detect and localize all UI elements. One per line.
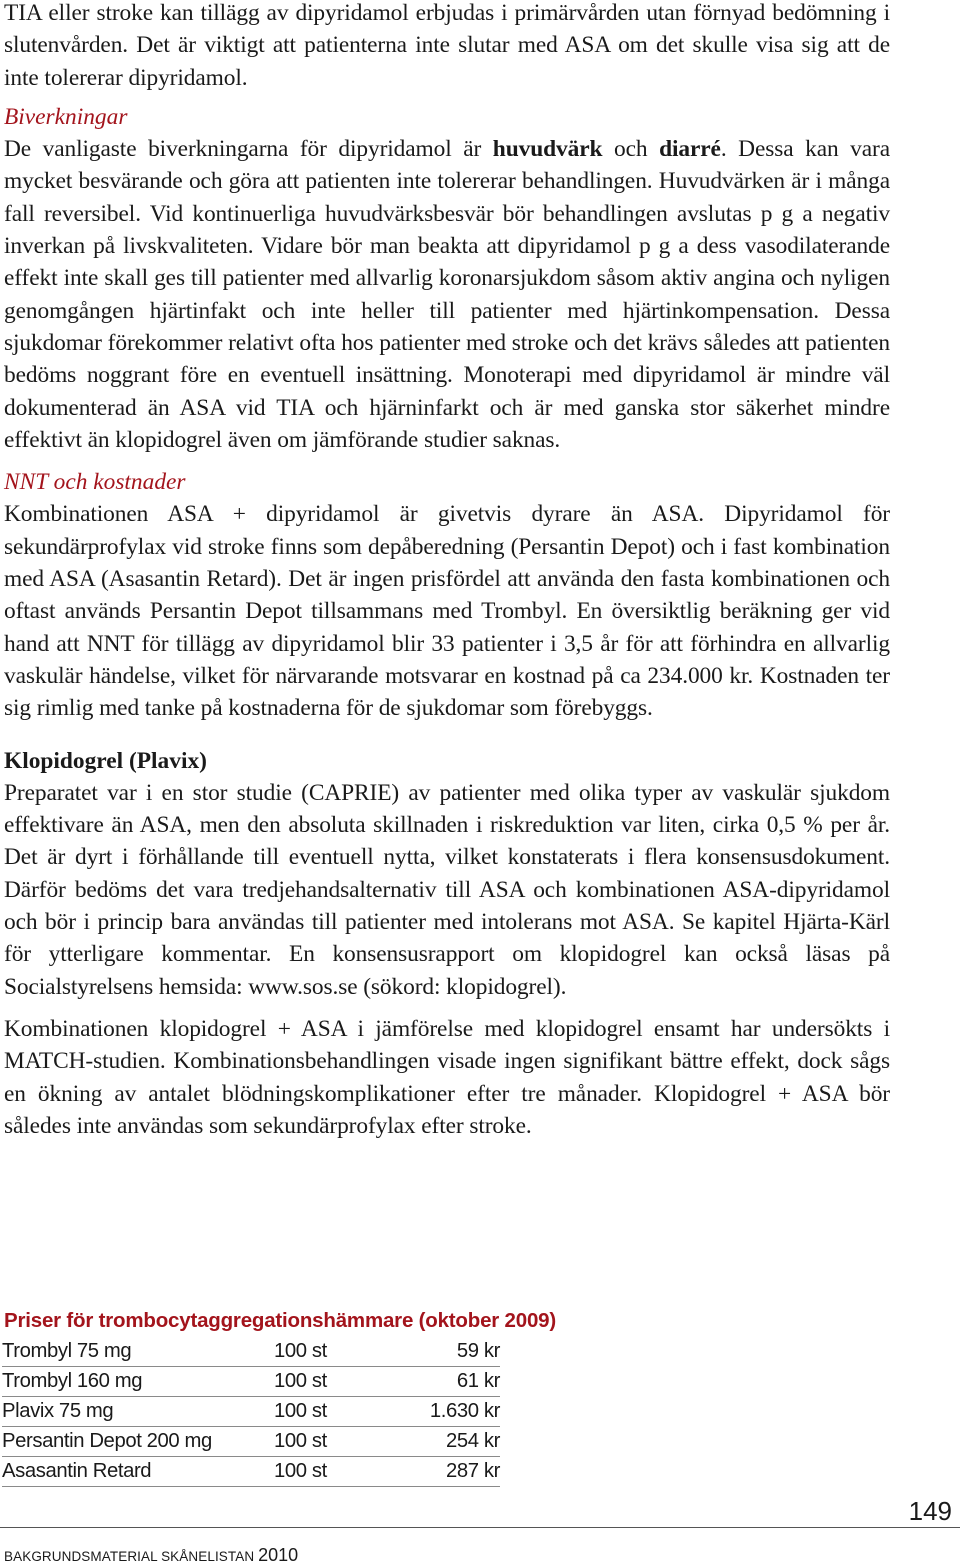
biverkningar-heading: Biverkningar <box>4 103 128 130</box>
drug-name: Persantin Depot 200 mg <box>2 1427 274 1457</box>
biverkningar-paragraph <box>4 133 890 456</box>
drug-quantity: 100 st <box>274 1337 346 1367</box>
nnt-paragraph: Kombinationen ASA + dipyridamol är givetvis dyrare än ASA. Dipyridamol för sekundärprofylax vid stroke finns som depåberedning (Persantin Depot) och i fast kombination med ASA (Asasantin Retard). Det är ingen prisfördel att använda den fasta kombinationen och oftast används Persantin Depot tillsammans med Trombyl. En översiktlig beräkning ger vid hand att NNT för tillägg av dipyridamol blir 33 patienter i 3,5 år för att förhindra en allvarlig vaskulär händelse, vilket för närvarande motsvarar en kostnad på ca 234.000 kr. Kostnaden ter sig rimlig med tanke på kostnaderna för de sjukdomar som förebyggs. <box>4 501 890 722</box>
table-row <box>2 1397 500 1427</box>
biverkningar-rest: . Dessa kan vara mycket besvärande och göra att patienten inte tolererar behandlingen. Huvudvärken är i många fall reversibel. Vid kontinuerliga huvudvärksbesvär bör behandlingen avslutas p g a negativ inverkan på livskvaliteten. Vidare bör man beakta att dipyridamol p g a dess vasodilaterande effekt inte skall ges till patienter med allvarlig koronarsjukdom såsom aktiv angina och nyligen genomgången hjärtinfakt och inte heller till patienter med hjärtinkompensation. Dessa sjukdomar förekommer relativt ofta hos patienter med stroke och det krävs således att patienten bedöms noggrant före en eventuell insättning. Monoterapi med dipyridamol är mindre väl dokumenterad än ASA vid TIA och hjärninfarkt och är med ganska stor säkerhet mindre effektivt än klopidogrel även om jämförande studier saknas. <box>4 136 891 453</box>
table-row <box>2 1457 500 1487</box>
drug-quantity: 100 st <box>274 1367 346 1397</box>
biverkningar-mid: och <box>602 136 660 163</box>
drug-price: 254 kr <box>346 1427 500 1457</box>
drug-quantity: 100 st <box>274 1397 346 1427</box>
page-body <box>4 0 890 1142</box>
klopidogrel-paragraph-2: Kombinationen klopidogrel + ASA i jämförelse med klopidogrel ensamt har undersökts i MATCH-studien. Kombinationsbehandlingen visade ingen signifikant bättre effekt, dock sågs en ökning av antalet blödningskomplikationer efter tre månader. Klopidogrel + ASA bör således inte användas som sekundärprofylax efter stroke. <box>4 1015 890 1139</box>
footer-label <box>4 1545 298 1566</box>
price-table-title: Priser för trombocytaggregationshämmare (oktober 2009) <box>4 1309 556 1332</box>
footer-title: BAKGRUNDSMATERIAL SKÅNELISTAN <box>4 1549 255 1564</box>
drug-name: Plavix 75 mg <box>2 1397 274 1427</box>
page-number: 149 <box>908 1496 952 1526</box>
klopidogrel-paragraph-1: Preparatet var i en stor studie (CAPRIE) av patienter med olika typer av vaskulär sjukdom effektivare än ASA, men den absoluta skillnaden i riskreduktion var liten, cirka 0,5 % per år. Det är dyrt i förhållande till eventuell nytta, vilket konstaterats i flera konsensusdokument. Därför bedöms det vara tredjehandsalternativ till ASA och kombinationen ASA-dipyridamol och bör i princip bara användas till patienter med intolerans mot ASA. Se kapitel Hjärta-Kärl för ytterligare kommentar. En konsensusrapport om klopidogrel kan också läsas på Socialstyrelsens hemsida: www.sos.se (sökord: klopidogrel). <box>4 779 890 1000</box>
drug-quantity: 100 st <box>274 1457 346 1487</box>
footer-year: 2010 <box>258 1545 299 1565</box>
footer-divider <box>0 1527 960 1528</box>
table-row <box>2 1367 500 1397</box>
drug-name: Trombyl 160 mg <box>2 1367 274 1397</box>
klopidogrel-heading: Klopidogrel (Plavix) <box>4 747 207 774</box>
drug-price: 1.630 kr <box>346 1397 500 1427</box>
drug-name: Asasantin Retard <box>2 1457 274 1487</box>
intro-paragraph: TIA eller stroke kan tillägg av dipyridamol erbjudas i primärvården utan förnyad bedömning i slutenvården. Det är viktigt att patienterna inte slutar med ASA om det skulle visa sig att de inte tolererar dipyridamol. <box>4 0 890 91</box>
table-row <box>2 1427 500 1457</box>
drug-price: 59 kr <box>346 1337 500 1367</box>
drug-name: Trombyl 75 mg <box>2 1337 274 1367</box>
drug-quantity: 100 st <box>274 1427 346 1457</box>
diarre-bold: diarré <box>659 136 721 163</box>
huvudvark-bold: huvudvärk <box>492 136 603 163</box>
drug-price: 287 kr <box>346 1457 500 1487</box>
nnt-heading: NNT och kostnader <box>4 469 186 496</box>
price-table <box>2 1337 500 1487</box>
drug-price: 61 kr <box>346 1367 500 1397</box>
table-row <box>2 1337 500 1367</box>
biverkningar-lead: De vanligaste biverkningarna för dipyridamol är <box>4 136 493 163</box>
